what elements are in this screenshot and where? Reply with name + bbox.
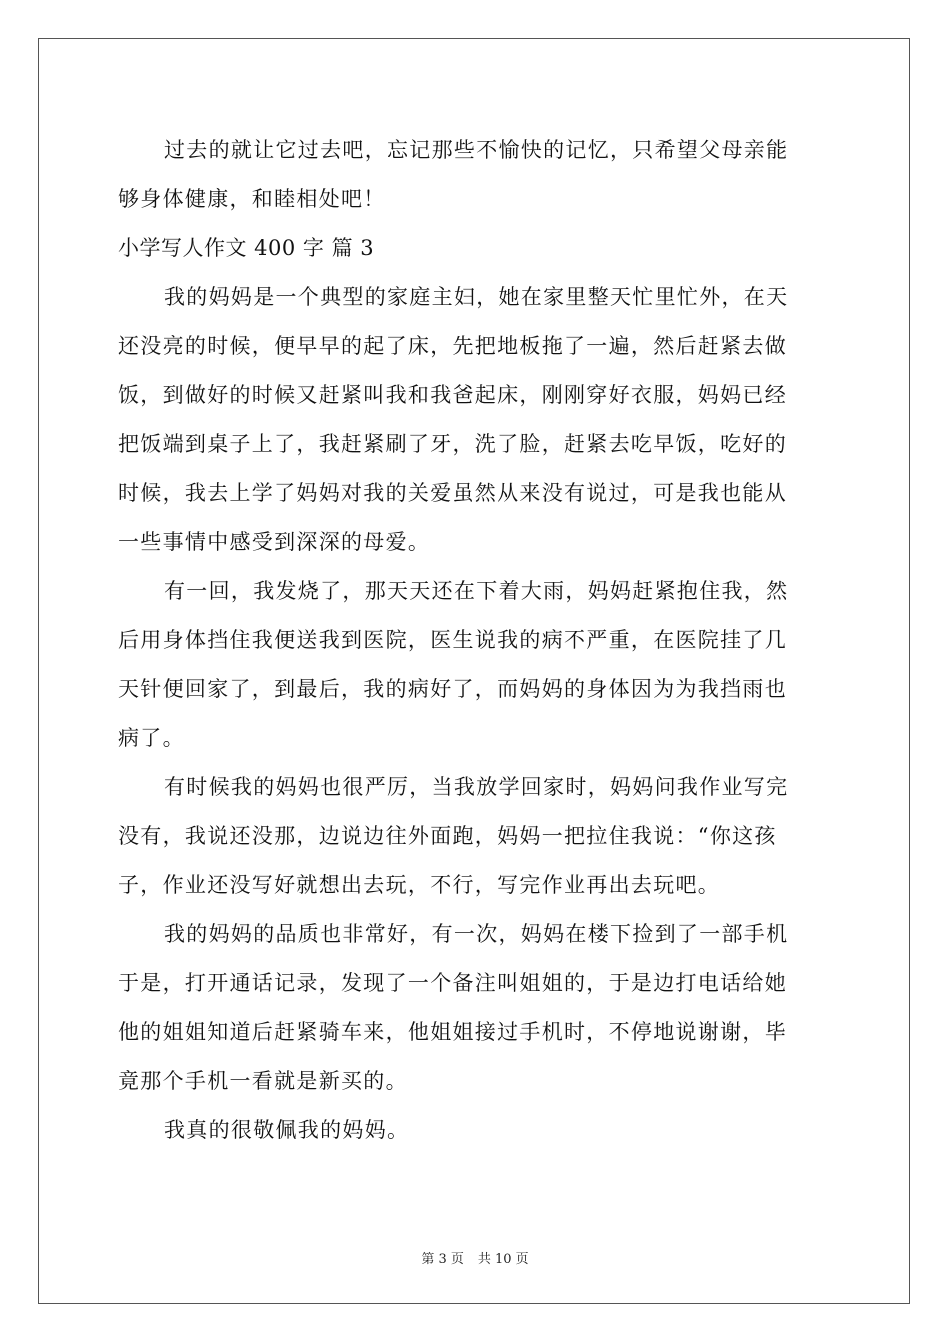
text-line: 把饭端到桌子上了，我赶紧刷了牙，洗了脸，赶紧去吃早饭，吃好的 [118,432,787,456]
text-line: 没有，我说还没那，边说边往外面跑，妈妈一把拉住我说：“你这孩 [118,824,777,848]
text-line: 有一回，我发烧了，那天天还在下着大雨，妈妈赶紧抱住我，然 [164,579,789,603]
page-footer [0,1248,950,1267]
text-line: 还没亮的时候，便早早的起了床，先把地板拖了一遍，然后赶紧去做 [118,334,787,358]
page-number-current: 第 3 页 [421,1252,464,1267]
text-line: 我真的很敬佩我的妈妈。 [164,1118,410,1142]
text-line: 饭，到做好的时候又赶紧叫我和我爸起床，刚刚穿好衣服，妈妈已经 [118,383,787,407]
text-line: 一些事情中感受到深深的母爱。 [118,530,431,554]
text-line: 时候，我去上学了妈妈对我的关爱虽然从来没有说过，可是我也能从 [118,481,787,505]
text-line: 过去的就让它过去吧，忘记那些不愉快的记忆，只希望父母亲能 [164,138,789,162]
section-heading: 小学写人作文 400 字 篇 3 [118,236,375,260]
text-line: 够身体健康，和睦相处吧！ [118,187,386,211]
text-line: 我的妈妈的品质也非常好，有一次，妈妈在楼下捡到了一部手机 [164,922,789,946]
text-line: 于是，打开通话记录，发现了一个备注叫姐姐的，于是边打电话给她 [118,971,787,995]
text-line: 天针便回家了，到最后，我的病好了，而妈妈的身体因为为我挡雨也 [118,677,787,701]
document-body [118,126,838,1155]
text-line: 病了。 [118,726,185,750]
text-line: 我的妈妈是一个典型的家庭主妇，她在家里整天忙里忙外，在天 [164,285,789,309]
page-number-total: 共 10 页 [477,1252,529,1267]
text-line: 有时候我的妈妈也很严厉，当我放学回家时，妈妈问我作业写完 [164,775,789,799]
text-line: 竟那个手机一看就是新买的。 [118,1069,408,1093]
text-line: 子，作业还没写好就想出去玩，不行，写完作业再出去玩吧。 [118,873,721,897]
text-line: 他的姐姐知道后赶紧骑车来，他姐姐接过手机时，不停地说谢谢，毕 [118,1020,787,1044]
text-line: 后用身体挡住我便送我到医院，医生说我的病不严重，在医院挂了几 [118,628,787,652]
